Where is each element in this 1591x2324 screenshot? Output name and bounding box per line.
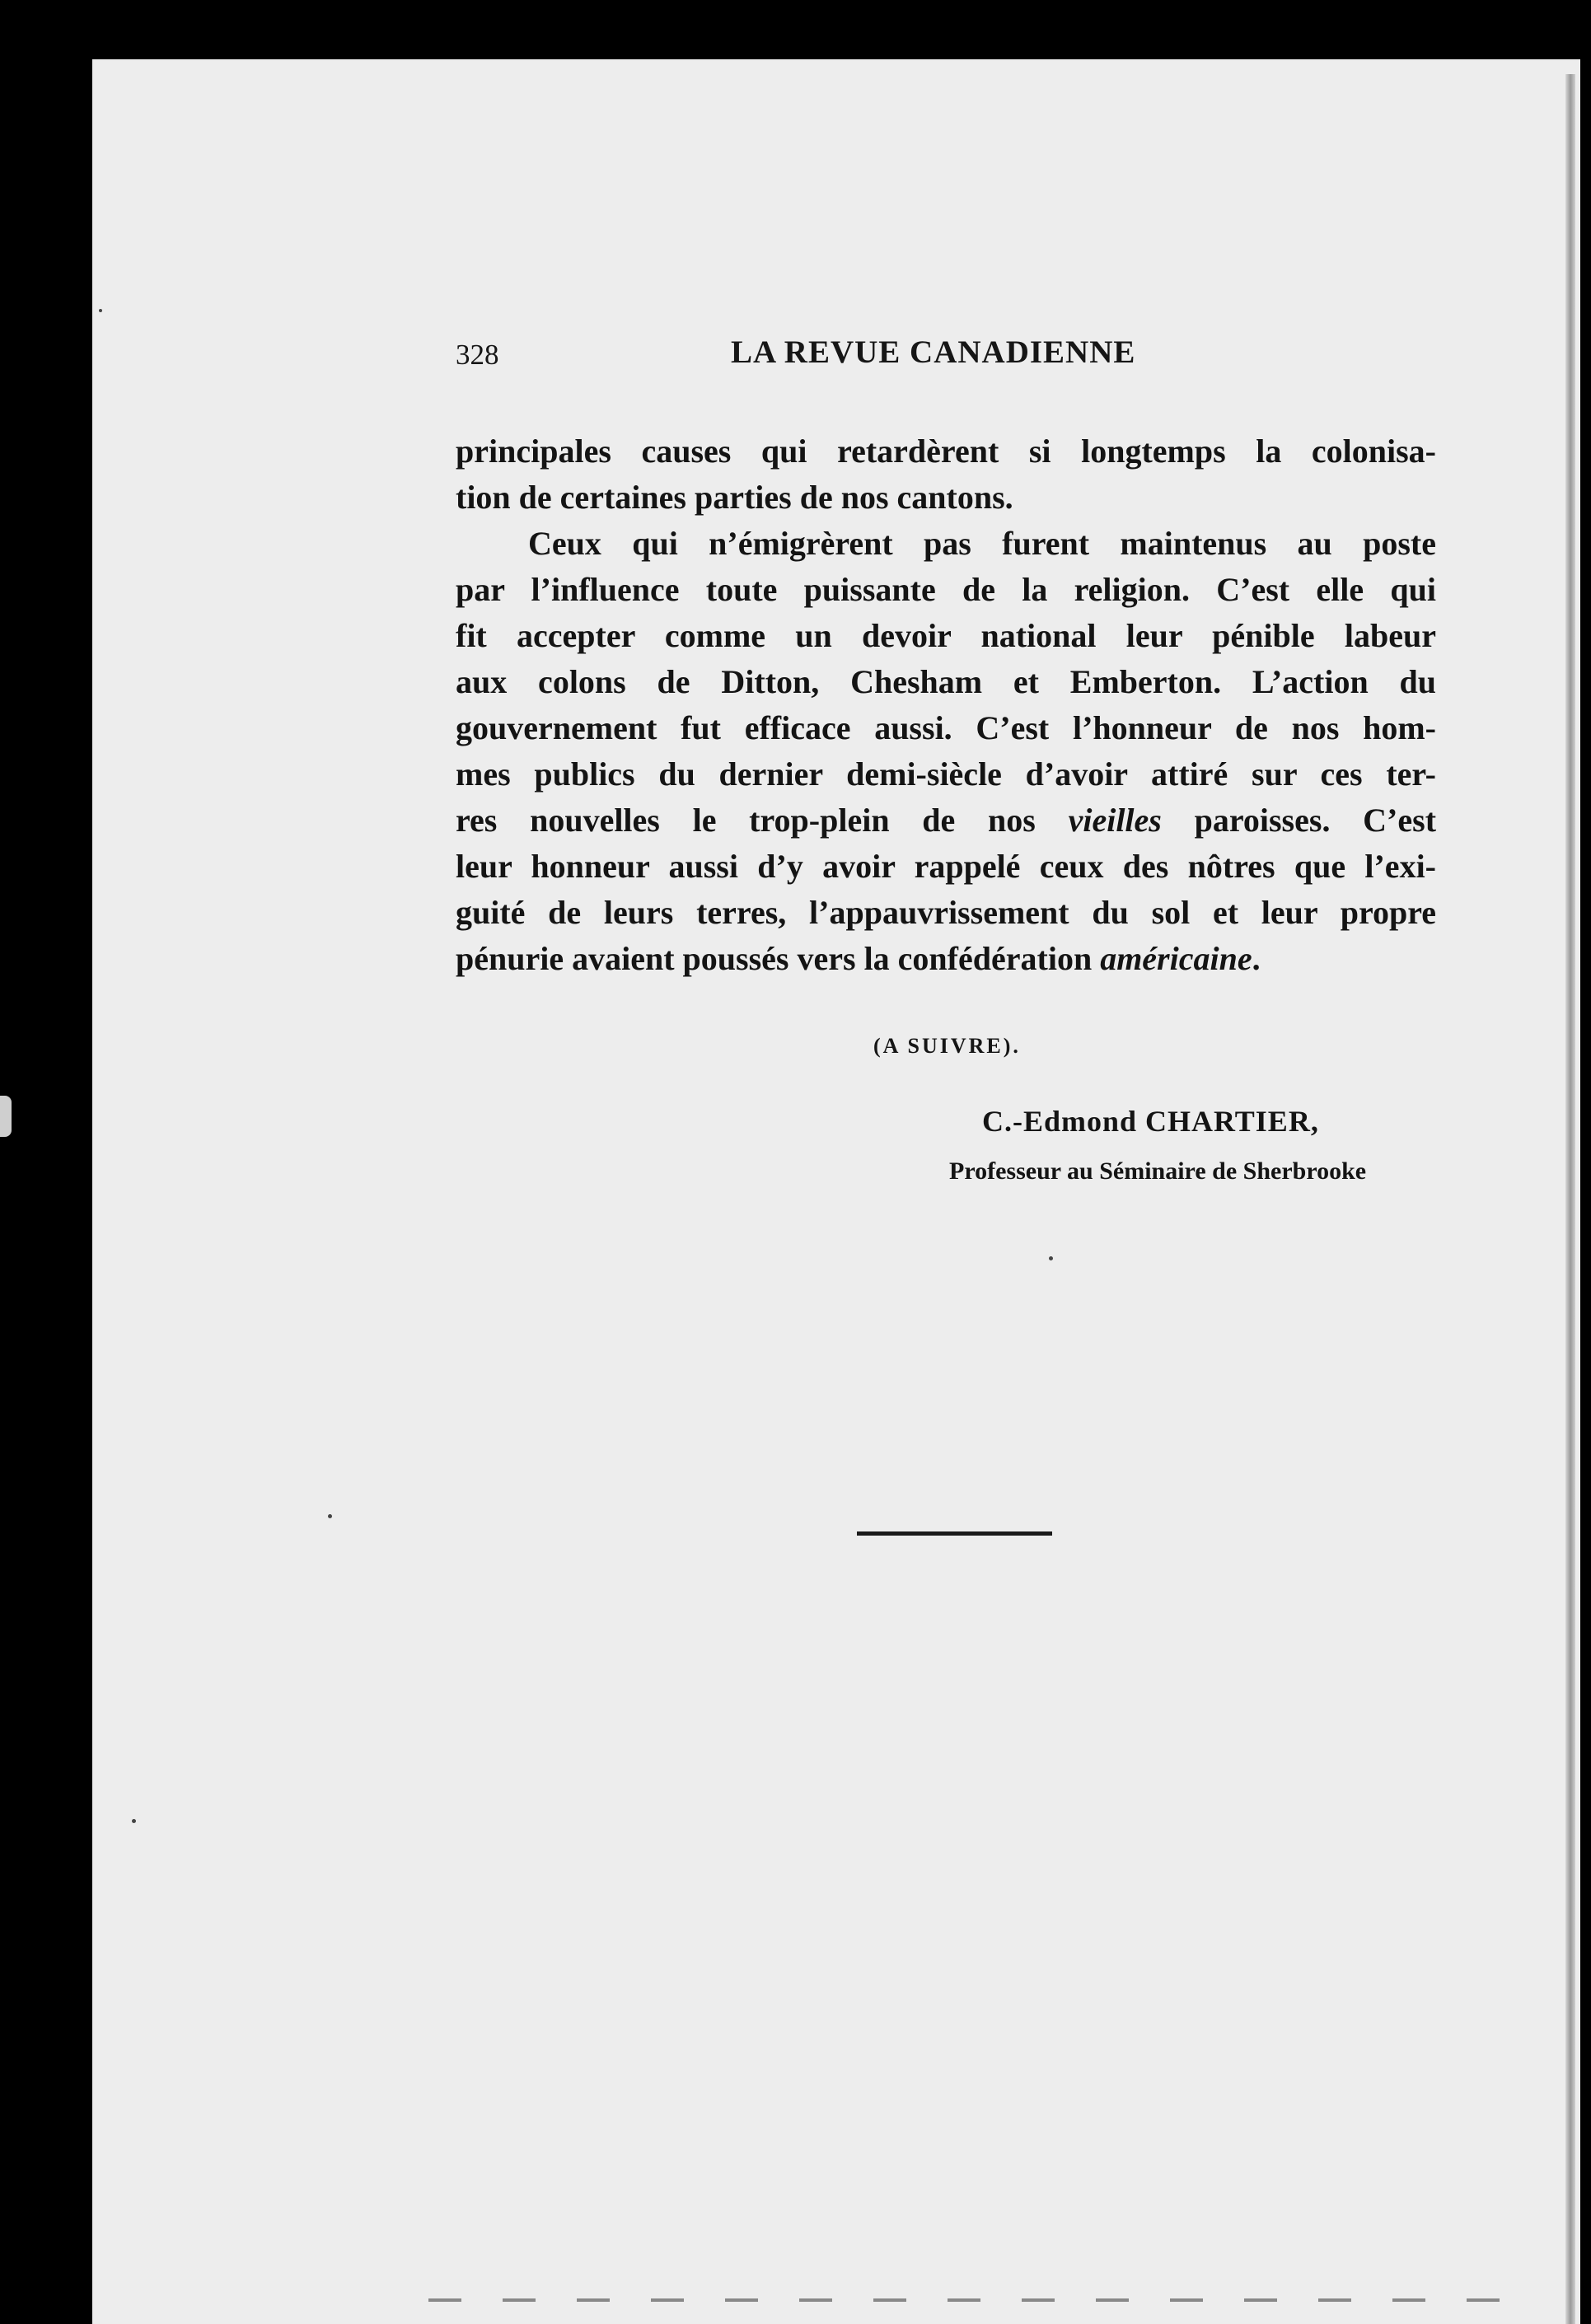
text-segment: paroisses. C’est: [1194, 802, 1437, 839]
ink-speck: [132, 1819, 136, 1823]
text-line: tion de certaines parties de nos cantons.: [456, 479, 1013, 516]
text-line: gouvernement fut efficace aussi. C’est l’honneur de nos hom-: [456, 709, 1436, 746]
journal-title: LA REVUE CANADIENNE: [731, 334, 1136, 370]
article-body: [456, 428, 1436, 982]
text-line: principales causes qui retardèrent si longtemps la colonisa-: [456, 433, 1436, 470]
scan-edge-mark: [0, 1096, 12, 1137]
text-line: mes publics du dernier demi-siècle d’avoir attiré sur ces ter-: [456, 755, 1436, 793]
text-line: Ceux qui n’émigrèrent pas furent maintenus au poste: [528, 525, 1436, 562]
text-segment: pénurie avaient poussés vers la confédération: [456, 940, 1093, 977]
italic-word: vieilles: [1068, 802, 1162, 839]
ink-speck: [99, 309, 102, 312]
text-segment: res nouvelles le trop-plein de nos: [456, 802, 1036, 839]
ink-speck: [1049, 1256, 1053, 1260]
text-line: par l’influence toute puissante de la religion. C’est elle qui: [456, 571, 1436, 608]
scan-smudge: [428, 2298, 1500, 2302]
text-line: leur honneur aussi d’y avoir rappelé ceux des nôtres que l’exi-: [456, 848, 1436, 885]
text-line: aux colons de Ditton, Chesham et Emberton. L’action du: [456, 663, 1436, 700]
to-be-continued-note: (A SUIVRE).: [873, 1034, 1021, 1058]
author-name: C.-Edmond CHARTIER,: [982, 1105, 1319, 1138]
text-line: fit accepter comme un devoir national leur pénible labeur: [456, 617, 1436, 654]
text-line: [456, 797, 1436, 844]
paper-sheet: [92, 59, 1580, 2324]
running-head: [456, 334, 1436, 383]
page-edge: [1565, 74, 1575, 2324]
text-segment: .: [1252, 940, 1261, 977]
ink-speck: [328, 1514, 332, 1518]
paragraph-1: [456, 428, 1436, 521]
text-line: guité de leurs terres, l’appauvrissement du sol et leur propre: [456, 894, 1436, 931]
page-number: 328: [456, 339, 499, 371]
italic-word: américaine: [1100, 940, 1252, 977]
end-rule: [857, 1531, 1052, 1536]
text-line: [456, 936, 1436, 982]
paragraph-2: [456, 521, 1436, 982]
author-affiliation: Professeur au Séminaire de Sherbrooke: [949, 1157, 1367, 1185]
